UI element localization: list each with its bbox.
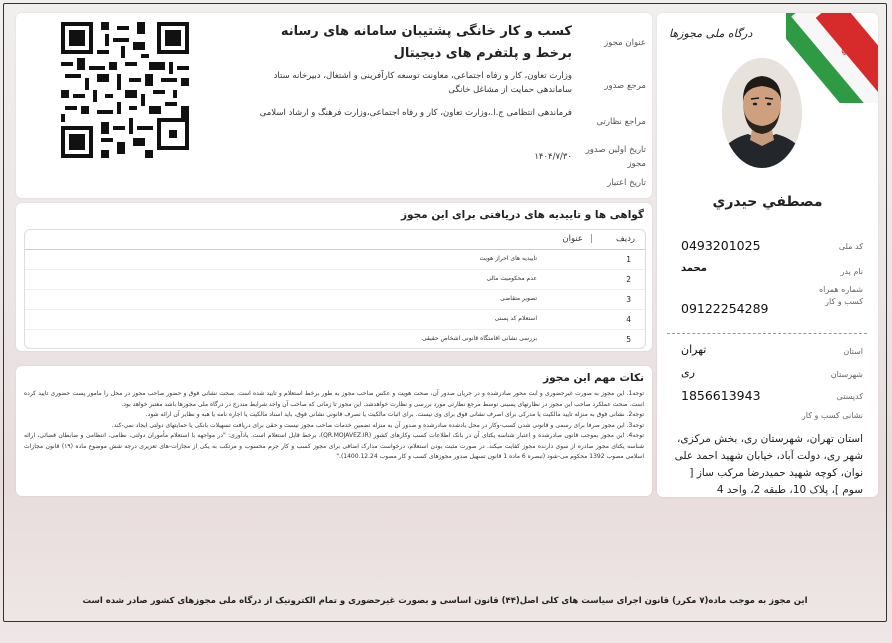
footer-statement: این مجوز به موجب ماده(۷ مکرر) قانون اجرای سیاست های کلی اصل(۴۴) قانون اساسی و بصورت غیرحضوری و تمام الکترونیک از درگاه ملی مجوزهای کشور صادر شده است: [82, 596, 808, 606]
table-row: [25, 329, 645, 349]
address-label-row: [671, 411, 863, 425]
table-row: [25, 289, 645, 310]
province-label: استان: [843, 347, 863, 356]
col-title-header: عنوان: [562, 234, 583, 244]
first-issue-value: ۱۴۰۴/۷/۳۰: [534, 152, 572, 162]
national-code-value: 0493201025: [681, 238, 761, 253]
postal-label: کدپستی: [836, 392, 863, 401]
supervisor-value: فرماندهی انتظامی ج.ا.،وزارت تعاون، کار و رفاه اجتماعی،وزارت فرهنگ و ارشاد اسلامی: [259, 108, 572, 118]
national-code-label: کد ملی: [838, 242, 863, 251]
row-number: 5: [626, 335, 631, 344]
city-row: [671, 366, 863, 386]
notes-title: نکات مهم این مجوز: [543, 372, 644, 384]
qr-code-icon: [61, 21, 189, 159]
col-separator: |: [590, 234, 593, 244]
postal-value: 1856613943: [681, 388, 761, 403]
city-label: شهرستان: [830, 370, 863, 379]
first-issue-label: تاریخ اولین صدور مجوز: [585, 145, 646, 169]
postal-row: [671, 388, 863, 408]
table-header: [25, 230, 645, 250]
notes-card: [16, 366, 652, 496]
mobile-label: شماره همراه کسب و کار: [818, 285, 863, 306]
issuer-value: وزارت تعاون، کار و رفاه اجتماعی، معاونت توسعه کارآفرینی و اشتغال، دبیرخانه ستاد ساماندهی حمایت از مشاغل خانگی: [273, 71, 572, 95]
certificates-title: گواهی ها و تاییدیه های دریافتی برای این مجوز: [400, 209, 644, 221]
row-title: عدم محکومیت مالی: [486, 275, 537, 282]
validity-label: تاریخ اعتبار: [607, 178, 646, 188]
avatar: [722, 58, 802, 168]
mobile-value: 09122254289: [681, 301, 769, 316]
row-title: استعلام کد پستی: [494, 315, 537, 322]
certificates-table: [24, 229, 646, 349]
national-code-row: [671, 238, 863, 258]
note-3: توجه3. این مجوز صرفا برای رسمی و قانونی شدن کسب-وکار در محل یادشده صادرشده و صدور آن به منزله تضمین خدمات صاحب مجوز نیست و حقی برای دریافت تسهیلات بانکی یا حمایتهای دولتی ایجاد نمی-کند.: [111, 421, 644, 429]
supervisor-label: مراجع نظارتی: [596, 117, 646, 127]
col-row-header: ردیف: [615, 234, 635, 244]
father-row: [671, 263, 863, 283]
portal-logo: درگاه ملی مجوزها: [669, 27, 753, 40]
row-number: 3: [626, 295, 631, 304]
full-name: مصطفي حيدري: [712, 194, 823, 210]
profile-card: [657, 13, 878, 497]
table-row: [25, 309, 645, 330]
certificates-card: [16, 203, 652, 351]
province-row: [671, 343, 863, 363]
note-2: توجه2. نشانی فوق به منزله تایید مالکیت یا مدرکی برای اصرف نشانی فوق برای وی نیست. برای اثبات مالکیت یا تصرف قانونی نشانی فوق، باید اسناد مالکیت یا اجاره نامه یا هبه و نظایر آن ارائه شود.: [145, 411, 644, 418]
table-row: [25, 249, 645, 270]
father-value: محمد: [681, 263, 707, 274]
license-title: کسب و کار خانگی پشتیبان سامانه های رسانه برخط و پلتفرم های دیجیتال: [280, 24, 572, 61]
license-card: [16, 13, 652, 198]
address-label: نشانی کسب و کار: [801, 411, 863, 420]
row-title: تاییدیه های احراز هویت: [479, 255, 537, 262]
city-value: ری: [681, 366, 695, 379]
mobile-row: [671, 284, 863, 324]
note-4: توجه4. این مجوز بموجب قانون صادرشده و اعتبار شناسه یکتای آن در بانک اطلاعات کسب وکارهای کشور (QR.MOJAVEZ.IR)، برخط قابل استعلام است. یادآوری: "در مواجهه با استعلام مأموران دولتی، نظامی، انتظامی و ضابطان قضائی، ارائه شناسه یکتای مجوز صادره از سوی دارنده مجوز کفایت میکند. در صورت مثبت بودن استعلام، درخواست مدارک اضافی برای مجوز کسب و کار جرم محسوب و مرتکب به یکی از مجازات-های تعزیری درجه شش موضوع ماده (۱۹) قانون مجازات اسلامی مصوب 1392 محکوم می-شود (تبصره 6 ماده 1 قانون تسهیل صدور مجوزهای کسب و کار مصوب 1400.12.24).": [24, 432, 645, 460]
row-title: بررسی نشانی اقامتگاه قانونی اشخاص حقیقی: [421, 335, 537, 342]
notes-body: [24, 389, 644, 463]
note-1: توجه1. این مجوز به صورت غیرحضوری و ابت محور صادرشده و در جریان صدور آن، صحت هویت و عکس صاحب مجوز به طور برخط استعلام و تایید شده است. صحت نشانی فوق و حضور صاحب مجوز در محل را مامور پست حضوری تایید کرده است. صحت عملکرد صاحب این مجوز در نظارتهای پسینی توسط مرجع نظارتی مورد بررسی و نظارت خواهدشد. این مجوز تا زمانی که صاحب آن واجد شرایط مندرج در درگاه ملی مجوزها باشد معتبر خواهد بود.: [24, 390, 644, 408]
issuer-label: مرجع صدور: [604, 81, 646, 91]
iran-flag-icon: ☬: [786, 13, 878, 103]
row-number: 1: [626, 255, 631, 264]
province-value: تهران: [681, 343, 707, 356]
address-value: استان تهران، شهرستان ری، بخش مرکزی، شهر ری، دولت آباد، خیابان شهید احمد علی نوان، کوچه شهید حمیدرضا مرکب ساز [ سوم ]، پلاک 10، طبقه 2، واحد 4: [674, 433, 863, 496]
row-number: 2: [626, 275, 631, 284]
row-number: 4: [626, 315, 631, 324]
table-row: [25, 269, 645, 290]
row-title: تصویر متقاضی: [500, 295, 537, 302]
divider: [667, 333, 867, 334]
father-label: نام پدر: [840, 267, 863, 276]
license-title-label: عنوان مجوز: [604, 38, 646, 48]
